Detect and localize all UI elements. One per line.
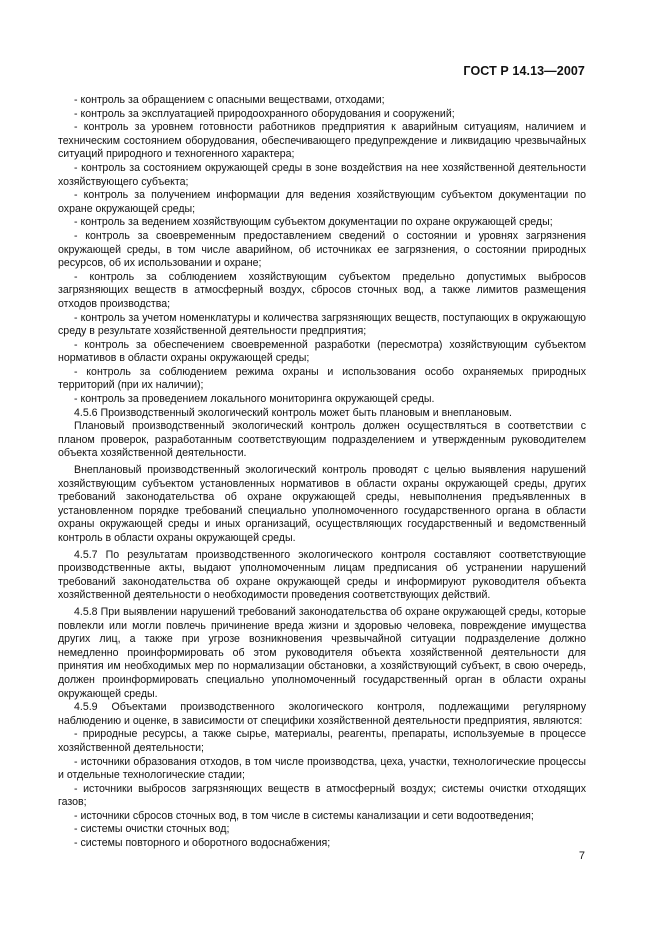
section-4-5-9: 4.5.9 Объектами производственного экологического контроля, подлежащими регулярному наблюдению и оценке, в зависимости от специфики хозяйственной деятельности предприятия, являются: bbox=[58, 701, 586, 727]
paragraph: - контроль за обеспечением своевременной разработки (пересмотра) хозяйствующим субъектом нормативов в области охраны окружающей среды; bbox=[58, 338, 586, 365]
paragraph: - контроль за своевременным предоставлением сведений о состоянии и уровнях загрязнения окружающей среды, в том числе аварийном, об источниках ее загрязнения, о состоянии природных ресурсов, об их использовании и охране; bbox=[58, 229, 586, 270]
document-code-header: ГОСТ Р 14.13—2007 bbox=[463, 64, 585, 78]
section-4-5-8: 4.5.8 При выявлении нарушений требований законодательства об охране окружающей среды, которые повлекли или могли повлечь причинение вреда жизни и здоровью человека, повреждение имущества других лиц, а также при угрозе возникновения чрезвычайной ситуации подразделение должно немедленно проинформировать об этом руководителя объекта хозяйственной деятельности для принятия им необходимых мер по нормализации обстановки, а хозяйствующий субъект, в свою очередь, должен проинформировать специально уполномоченный государственный орган в области охраны окружающей среды. bbox=[58, 605, 586, 700]
page-number: 7 bbox=[578, 850, 585, 862]
paragraph: - контроль за получением информации для ведения хозяйствующим субъектом документации по охране окружающей среды; bbox=[58, 189, 586, 215]
paragraph: - системы очистки сточных вод; bbox=[74, 823, 230, 836]
paragraph: - контроль за эксплуатацией природоохранного оборудования и сооружений; bbox=[74, 107, 455, 120]
paragraph: - контроль за уровнем готовности работников предприятия к аварийным ситуациям, наличием и техническим состоянием оборудования, обеспечивающего предупреждение и ликвидацию чрезвычайных ситуаций природного и техногенного характера; bbox=[58, 121, 586, 161]
paragraph: - источники сбросов сточных вод, в том числе в системы канализации и сети водоотведения; bbox=[74, 809, 534, 822]
paragraph: Внеплановый производственный экологический контроль проводят с целью выявления нарушений хозяйствующим субъектом установленных нормативов в области охраны окружающей среды, других требований законодательства об охране окружающей среды, невыполнения предъявленных в установленном порядке требований специально уполномоченного государственного органа в области охраны окружающей среды и иных организаций, осуществляющих государственный и ведомственный контроль в области охраны окружающей среды. bbox=[58, 464, 586, 544]
paragraph: - контроль за соблюдением режима охраны и использования особо охраняемых природных территорий (при их наличии); bbox=[58, 365, 586, 392]
paragraph: - источники образования отходов, в том числе производства, цеха, участки, технологические процессы и отдельные технологические стадии; bbox=[58, 755, 586, 782]
section-4-5-7: 4.5.7 По результатам производственного экологического контроля составляют соответствующие производственные акты, выдают уполномоченным лицам предписания об устранении нарушений требований законодательства об охране окружающей среды и информируют руководителя объекта хозяйственной деятельности о необходимости проведения соответствующих действий. bbox=[58, 548, 586, 602]
document-body bbox=[58, 94, 586, 851]
paragraph: - контроль за соблюдением хозяйствующим субъектом предельно допустимых выбросов загрязняющих веществ в атмосферный воздух, сбросов сточных вод, а также лимитов размещения отходов производства; bbox=[58, 270, 586, 310]
paragraph: - контроль за обращением с опасными веществами, отходами; bbox=[74, 94, 385, 106]
paragraph: - контроль за ведением хозяйствующим субъектом документации по охране окружающей среды; bbox=[74, 216, 553, 229]
paragraph: - контроль за состоянием окружающей среды в зоне воздействия на нее хозяйственной деятельности хозяйствующего субъекта; bbox=[58, 161, 586, 188]
paragraph: - системы повторного и оборотного водоснабжения; bbox=[74, 837, 331, 850]
paragraph: - природные ресурсы, а также сырье, материалы, реагенты, препараты, используемые в процессе хозяйственной деятельности; bbox=[58, 728, 586, 754]
paragraph: Плановый производственный экологический контроль должен осуществляться в соответствии с планом проверок, разработанным соответствующим подразделением и утвержденным руководителем объекта хозяйственной деятельности. bbox=[58, 420, 586, 460]
paragraph: - источники выбросов загрязняющих веществ в атмосферный воздух; системы очистки отходящих газов; bbox=[58, 782, 586, 809]
section-4-5-6: 4.5.6 Производственный экологический контроль может быть плановым и внеплановым. bbox=[74, 406, 512, 419]
paragraph: - контроль за учетом номенклатуры и количества загрязняющих веществ, поступающих в окружающую среду в результате хозяйственной деятельности предприятия; bbox=[58, 311, 586, 338]
paragraph: - контроль за проведением локального мониторинга окружающей среды. bbox=[74, 393, 435, 406]
